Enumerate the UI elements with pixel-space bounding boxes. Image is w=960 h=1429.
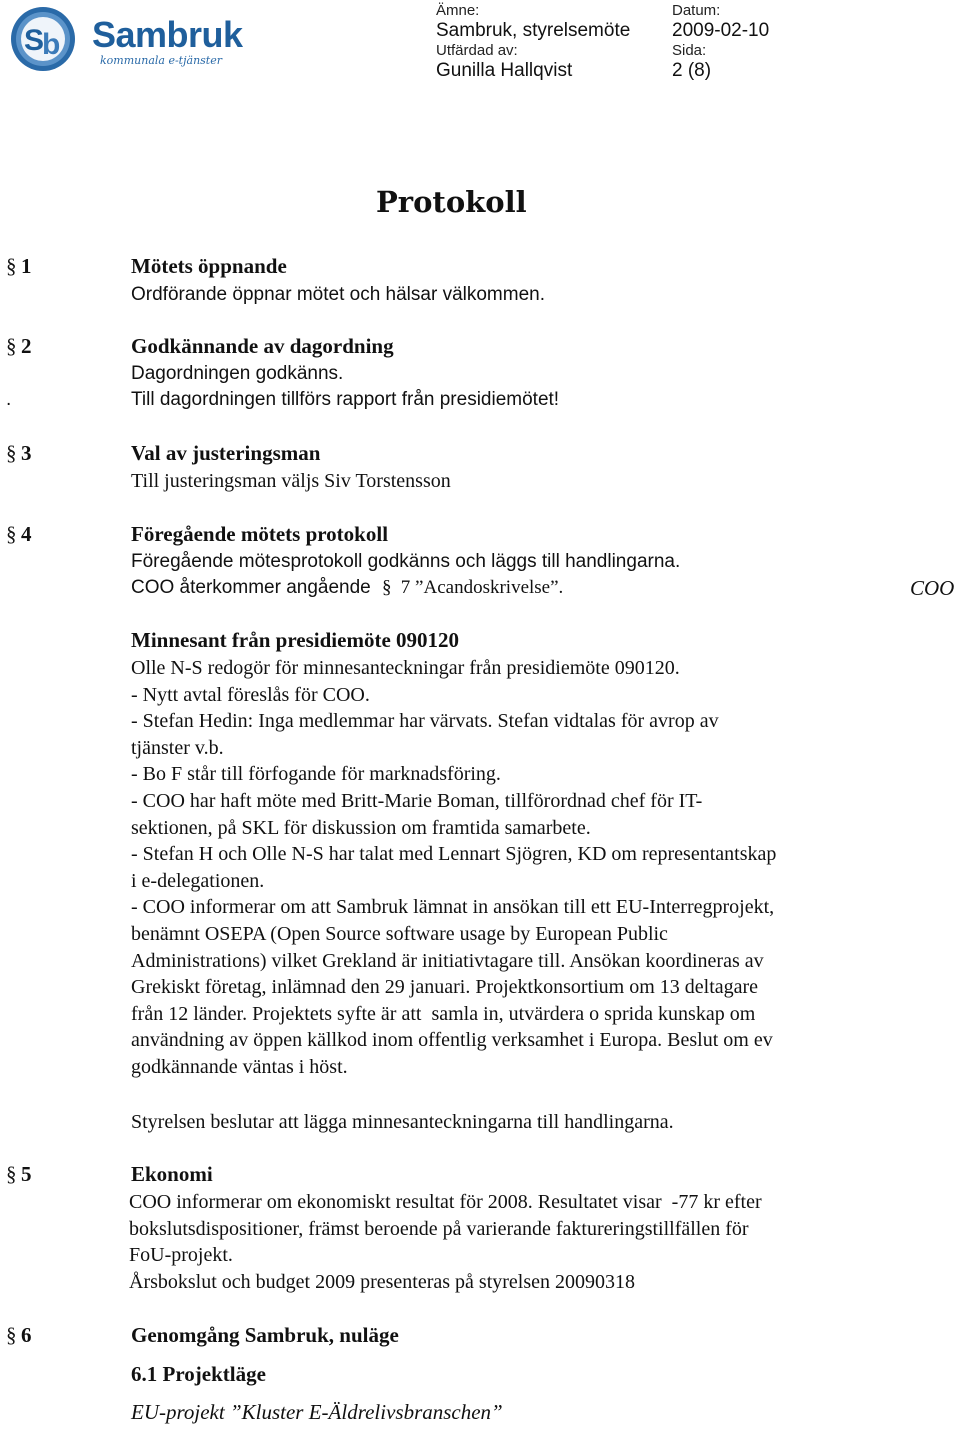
section-4-text-2-post: 7 ”Acandoskrivelse”.	[400, 577, 564, 598]
section-6-number: 6	[21, 1323, 32, 1347]
page-title: Protokoll	[376, 185, 527, 219]
section-4-text-2	[131, 575, 563, 602]
paragraph-symbol: §	[382, 577, 392, 598]
section-5-symbol: §	[6, 1162, 17, 1186]
date-value: 2009-02-10	[672, 20, 770, 41]
section-5-number: 5	[21, 1162, 32, 1186]
section-1-heading: Mötets öppnande	[131, 254, 287, 278]
section-3-text: Till justeringsman väljs Siv Torstensson	[131, 470, 451, 492]
issued-by-label: Utfärdad av:	[436, 42, 518, 59]
minnesant-heading: Minnesant från presidiemöte 090120	[131, 628, 460, 652]
section-6-symbol: §	[6, 1323, 17, 1347]
section-5-heading: Ekonomi	[131, 1162, 213, 1186]
subject-label: Ämne:	[436, 2, 480, 19]
svg-text:b: b	[42, 28, 61, 61]
section-1-text: Ordförande öppnar mötet och hälsar välkommen.	[131, 284, 545, 305]
logo-name: Sambruk	[92, 14, 243, 55]
page-label: Sida:	[672, 42, 707, 59]
minnesant-decision: Styrelsen beslutar att lägga minnesanteckningarna till handlingarna.	[131, 1111, 674, 1133]
section-6-subline: EU-projekt ”Kluster E-Äldrelivsbranschen”	[131, 1400, 503, 1424]
section-3-heading: Val av justeringsman	[131, 441, 321, 465]
section-1-number: 1	[21, 254, 32, 278]
logo-tagline: kommunala e-tjänster	[100, 54, 222, 67]
section-6-subheading: 6.1 Projektläge	[131, 1362, 266, 1386]
section-3-symbol: §	[6, 441, 17, 465]
section-4-text-1: Föregående mötesprotokoll godkänns och läggs till handlingarna.	[131, 551, 681, 572]
date-label: Datum:	[672, 2, 721, 19]
section-2-heading: Godkännande av dagordning	[131, 334, 394, 358]
section-2-text-1: Dagordningen godkänns.	[131, 363, 344, 384]
section-4-number: 4	[21, 522, 32, 546]
section-5-paragraph: COO informerar om ekonomiskt resultat för 2008. Resultatet visar -77 kr efter bokslutsdispositioner, främst beroende på varierande faktureringstillfällen för FoU-projekt. Årsbokslut och budget 2009 presenteras på styrelsen 20090318	[129, 1191, 762, 1293]
section-2-number: 2	[21, 334, 32, 358]
section-2-symbol: §	[6, 334, 17, 358]
svg-text:S: S	[24, 24, 45, 57]
section-2-text-2: Till dagordningen tillförs rapport från presidiemötet!	[131, 389, 560, 410]
section-3-number: 3	[21, 441, 32, 465]
section-4-heading: Föregående mötets protokoll	[131, 522, 389, 546]
subject-value: Sambruk, styrelsemöte	[436, 20, 631, 41]
section-4-symbol: §	[6, 522, 17, 546]
section-4-text-2-pre: COO återkommer angående	[131, 577, 371, 598]
section-6-heading: Genomgång Sambruk, nuläge	[131, 1323, 399, 1347]
section-1-symbol: §	[6, 254, 17, 278]
issued-by-value: Gunilla Hallqvist	[436, 60, 573, 81]
page-value: 2 (8)	[672, 60, 712, 81]
section-2-stray-dot: .	[6, 389, 12, 410]
margin-note-coo: COO	[910, 576, 955, 600]
minnesant-paragraph: Olle N-S redogör för minnesanteckningar från presidiemöte 090120. - Nytt avtal föreslås för COO. - Stefan Hedin: Inga medlemmar har värvats. Stefan vidtalas för avrop av tjänster v.b. - Bo F står till förfogande för marknadsföring. - COO har haft möte med Britt-Marie Boman, tillförordnad chef för IT- sektionen, på SKL för diskussion om framtida samarbete. - Stefan H och Olle N-S har talat med Lennart Sjögren, KD om representantskap i e-delegationen. - COO informerar om att Sambruk lämnat in ansökan till ett EU-Interregprojekt, benämnt OSEPA (Open Source software usage by European Public Administrations) vilket Grekland är initiativtagare till. Ansökan koordineras av Grekiskt företag, inlämnad den 29 januari. Projektkonsortium om 13 deltagare från 12 länder. Projektets syfte är att samla in, utvärdera o sprida kunskap om användning av öppen källkod inom offentlig verksamhet i Europa. Beslut om ev godkännande väntas i höst.	[131, 657, 777, 1078]
